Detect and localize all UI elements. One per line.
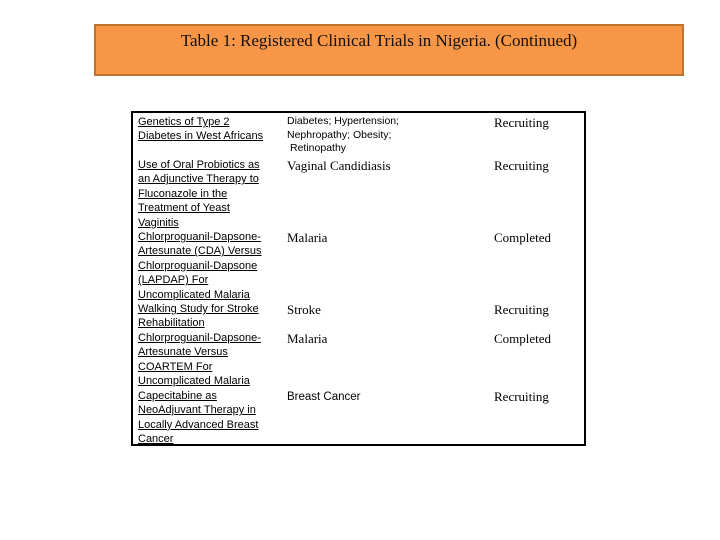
trial-status: Recruiting — [494, 115, 549, 130]
table-caption: Table 1: Registered Clinical Trials in Nigeria. (Continued) — [94, 24, 684, 76]
trial-status: Completed — [494, 230, 552, 245]
trial-condition: Stroke — [287, 302, 321, 317]
trial-condition: Diabetes; Hypertension; Nephropathy; Obesity; Retinopathy — [287, 115, 400, 154]
trial-condition: Malaria — [287, 331, 328, 346]
trial-title: Walking Study for Stroke Rehabilitation — [138, 303, 259, 330]
trial-condition: Vaginal Candidiasis — [287, 158, 391, 173]
clinical-trials-table — [131, 111, 586, 446]
trial-title: Genetics of Type 2 Diabetes in West Africans — [138, 116, 264, 143]
trial-title: Use of Oral Probiotics as an Adjunctive Therapy to Fluconazole in the Treatment of Yeast Vaginitis — [138, 159, 260, 229]
trial-condition: Breast Cancer — [287, 391, 361, 403]
trial-title: Capecitabine as NeoAdjuvant Therapy in Locally Advanced Breast Cancer — [138, 390, 259, 446]
trial-status: Recruiting — [494, 158, 549, 173]
trial-status: Recruiting — [494, 302, 549, 317]
trial-status: Completed — [494, 331, 552, 346]
trial-title: Chlorproguanil-Dapsone- Artesunate (CDA) Versus Chlorproguanil-Dapsone (LAPDAP) For Uncomplicated Malaria — [138, 231, 262, 301]
trial-condition: Malaria — [287, 230, 328, 245]
trial-title: Chlorproguanil-Dapsone- Artesunate Versus COARTEM For Uncomplicated Malaria — [138, 332, 261, 388]
trial-status: Recruiting — [494, 389, 549, 404]
